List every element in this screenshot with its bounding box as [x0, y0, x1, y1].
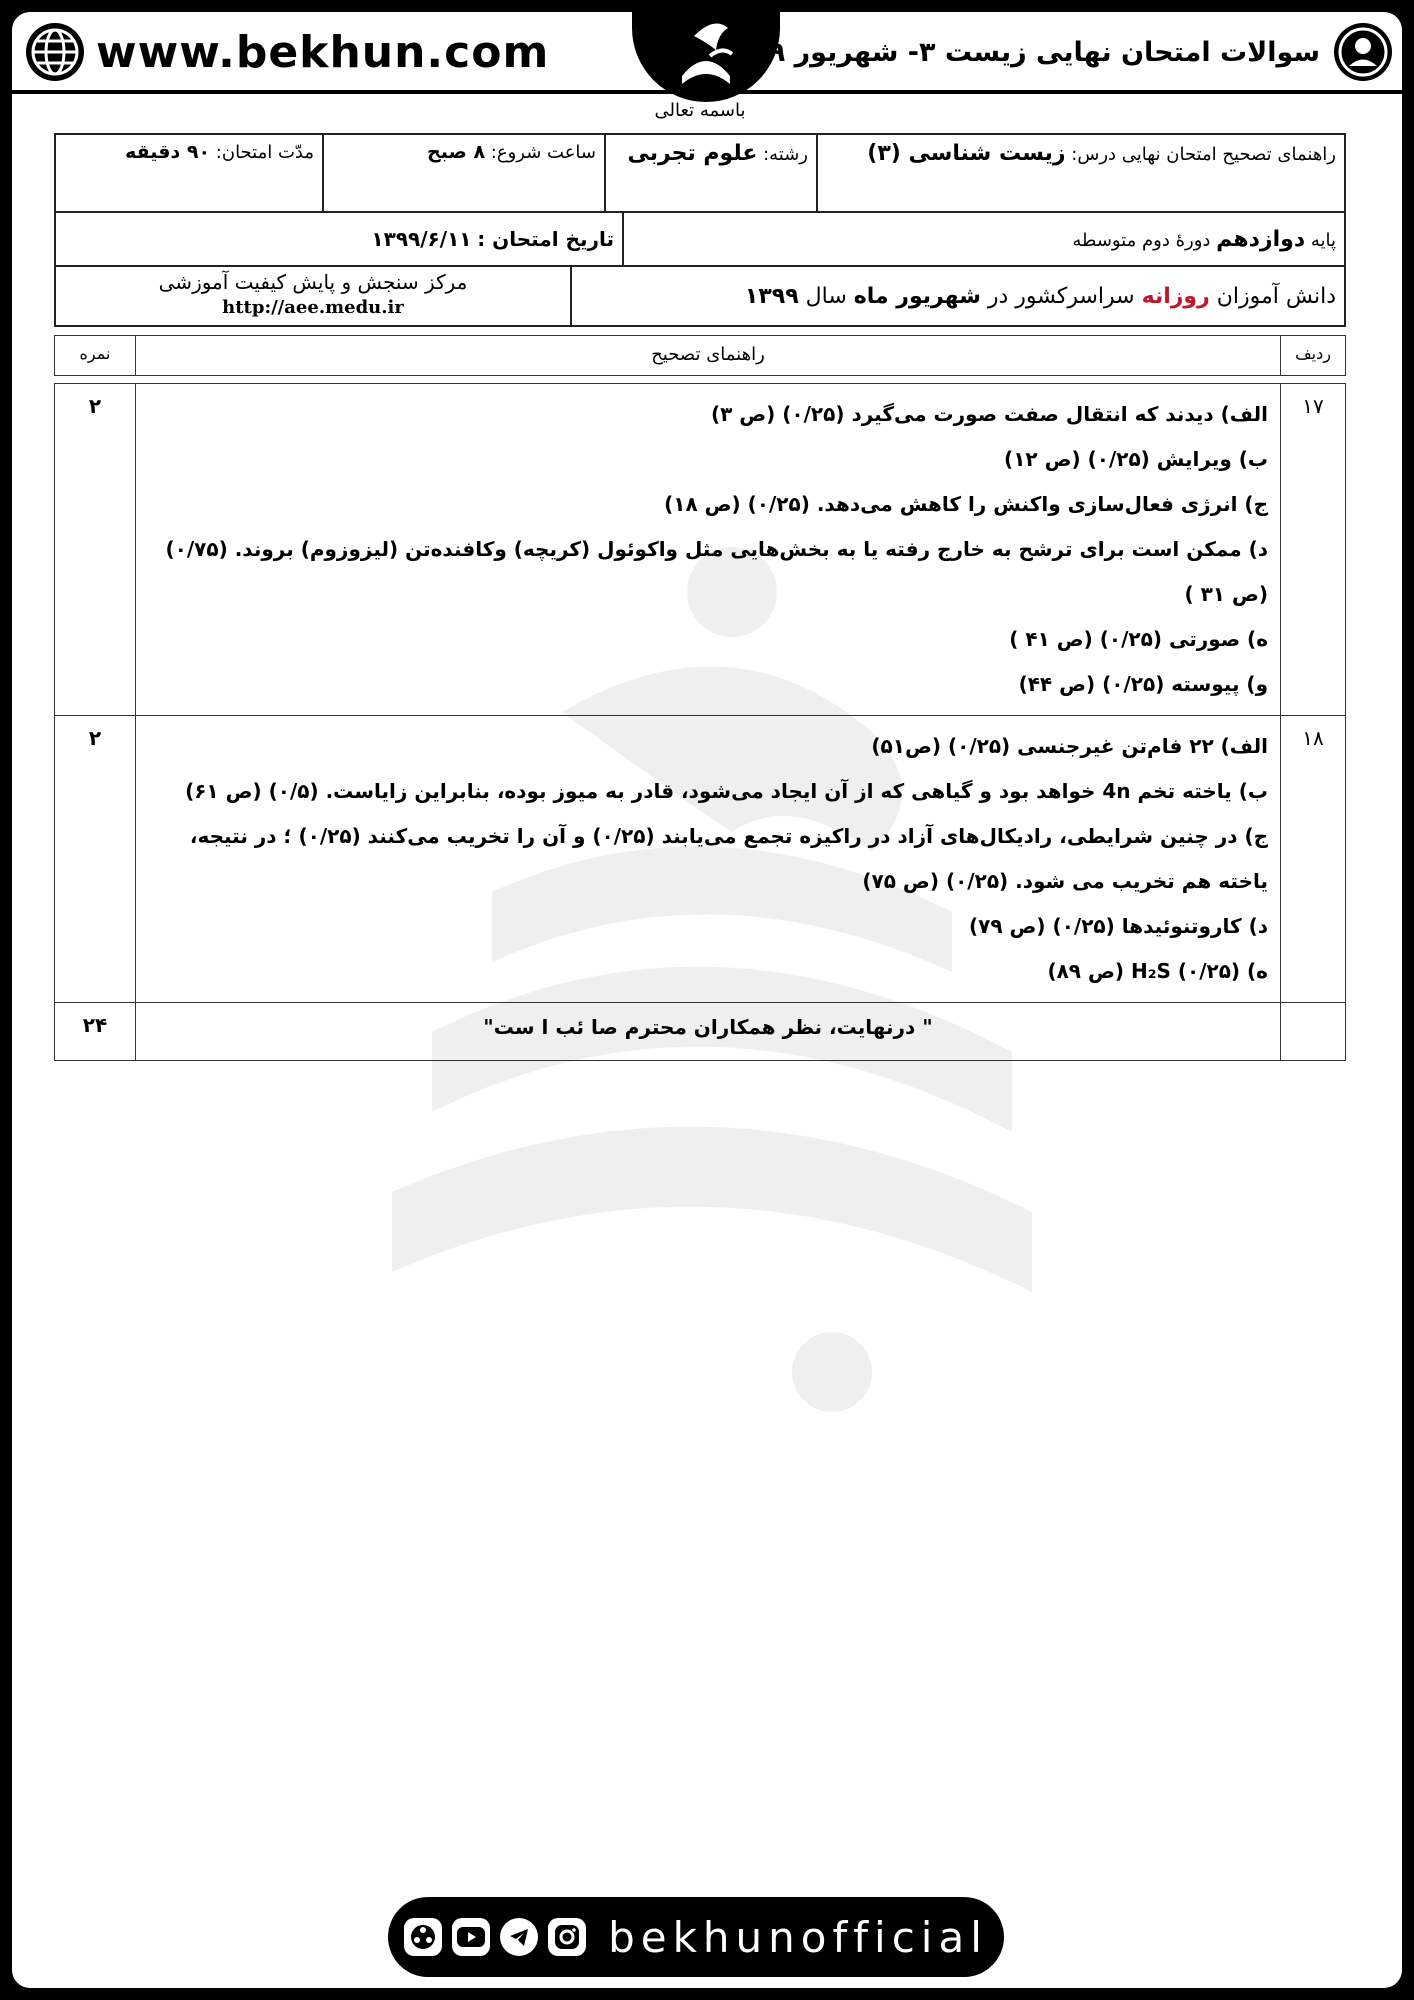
answer-line: یاخته هم تخریب می شود. (۰/۲۵) (ص ۷۵)	[862, 869, 1268, 893]
duration-cell	[55, 134, 323, 212]
final-row	[55, 1003, 1346, 1061]
final-note: " درنهایت، نظر همکاران محترم صا ئب ا ست"	[136, 1003, 1281, 1061]
start-cell	[323, 134, 605, 212]
students-year: ۱۳۹۹	[744, 283, 799, 309]
globe-icon	[26, 23, 84, 81]
date-label: تاریخ امتحان :	[477, 227, 614, 251]
date-cell	[55, 212, 623, 266]
answer-line: ه) صورتی (۰/۲۵) (ص ۴۱ )	[1009, 627, 1268, 651]
row-score: ۲	[55, 716, 136, 1003]
answer-body-18	[136, 716, 1281, 1003]
page-frame	[12, 12, 1402, 1988]
col-guide-header: راهنمای تصحیح	[136, 336, 1281, 376]
col-row-header: ردیف	[1281, 336, 1346, 376]
final-row-number	[1281, 1003, 1346, 1061]
answer-line: ج) انرژی فعال‌سازی واکنش را کاهش می‌دهد. (۰/۲۵) (ص ۱۸)	[664, 492, 1268, 516]
row-score: ۲	[55, 384, 136, 716]
top-banner	[12, 12, 1402, 94]
user-icon	[1334, 23, 1392, 81]
field-value: علوم تجربی	[627, 141, 758, 166]
instagram-icon[interactable]	[548, 1918, 586, 1956]
grade-cell	[623, 212, 1345, 266]
duration-label: مدّت امتحان:	[215, 142, 314, 163]
answer-line: الف) ۲۲ فام‌تن غیرجنسی (۰/۲۵) (ص۵۱)	[871, 734, 1268, 758]
course-cell	[817, 134, 1345, 212]
start-value: ۸ صبح	[427, 141, 486, 163]
reel-icon[interactable]	[404, 1918, 442, 1956]
students-mid: سراسرکشور در	[987, 283, 1135, 309]
center-cell	[55, 266, 571, 326]
basmala: باسمه تعالی	[654, 100, 746, 121]
grade-pre: پایه	[1310, 229, 1336, 251]
answer-line: ب) یاخته تخم 4n خواهد بود و گیاهی که از آن ایجاد می‌شود، قادر به میوز بوده، بنابراین زایاست. (۰/۵) (ص ۶۱)	[185, 779, 1268, 803]
duration-value: ۹۰ دقیقه	[125, 141, 211, 163]
answer-line: د) کاروتنوئیدها (۰/۲۵) (ص ۷۹)	[969, 914, 1268, 938]
grade-value: دوازدهم	[1216, 226, 1306, 252]
students-type: روزانه	[1141, 283, 1210, 309]
answer-line: ج) در چنین شرایطی، رادیکال‌های آزاد در راکیزه تجمع می‌یابند (۰/۲۵) و آن را تخریب می‌کنند (۰/۲۵) ؛ در نتیجه،	[189, 824, 1268, 848]
social-bar[interactable]	[388, 1897, 1004, 1977]
answer-line: ب) ویرایش (۰/۲۵) (ص ۱۲)	[1004, 447, 1268, 471]
course-value: زیست شناسی (۳)	[867, 141, 1066, 166]
students-cell	[571, 266, 1345, 326]
exam-info-table	[54, 133, 1346, 213]
students-table	[54, 265, 1346, 327]
site-url[interactable]: www.bekhun.com	[96, 26, 550, 78]
row-number: ۱۸	[1281, 716, 1346, 1003]
field-label: رشته:	[763, 144, 808, 165]
answer-line: الف) دیدند که انتقال صفت صورت می‌گیرد (۰/۲۵) (ص ۳)	[710, 402, 1268, 426]
site-link[interactable]	[26, 22, 549, 82]
students-pre: دانش آموزان	[1216, 283, 1336, 309]
col-score-header: نمره	[55, 336, 136, 376]
answer-key-document	[54, 100, 1346, 1061]
date-value: ۱۳۹۹/۶/۱۱	[371, 227, 472, 251]
grade-post: دورهٔ دوم متوسطه	[1072, 229, 1211, 251]
page-title: سوالات امتحان نهایی زیست ۳- شهریور ۹۹	[752, 36, 1320, 68]
students-month: شهریور ماه	[853, 283, 981, 309]
start-label: ساعت شروع:	[490, 142, 596, 163]
youtube-icon[interactable]	[452, 1918, 490, 1956]
telegram-icon[interactable]	[500, 1918, 538, 1956]
answer-line: د) ممکن است برای ترشح به خارج رفته یا به بخش‌هایی مثل واکوئول (کریچه) وکافنده‌تن (لیزوزوم) بروند. (۰/۷۵)	[165, 537, 1268, 561]
row-number: ۱۷	[1281, 384, 1346, 716]
answer-line: و) پیوسته (۰/۲۵) (ص ۴۴)	[1018, 672, 1268, 696]
answer-row-17	[55, 384, 1346, 716]
total-score: ۲۴	[55, 1003, 136, 1061]
answer-line: ه) H₂S (۰/۲۵) (ص ۸۹)	[1047, 959, 1268, 983]
exam-title-box	[752, 22, 1392, 82]
grade-date-table	[54, 211, 1346, 267]
field-cell	[605, 134, 817, 212]
course-label: راهنمای تصحیح امتحان نهایی درس:	[1071, 144, 1336, 165]
answers-header-row	[55, 336, 1346, 376]
center-url[interactable]: http://aee.medu.ir	[222, 297, 404, 318]
answer-line: (ص ۳۱ )	[1184, 582, 1268, 606]
center-name: مرکز سنجش و پایش کیفیت آموزشی	[158, 270, 468, 294]
header-spacer	[55, 376, 1346, 384]
social-handle[interactable]: bekhunofficial	[608, 1912, 988, 1962]
answers-table	[54, 335, 1346, 1061]
answer-body-17	[136, 384, 1281, 716]
students-year-label: سال	[805, 283, 847, 309]
answer-row-18	[55, 716, 1346, 1003]
